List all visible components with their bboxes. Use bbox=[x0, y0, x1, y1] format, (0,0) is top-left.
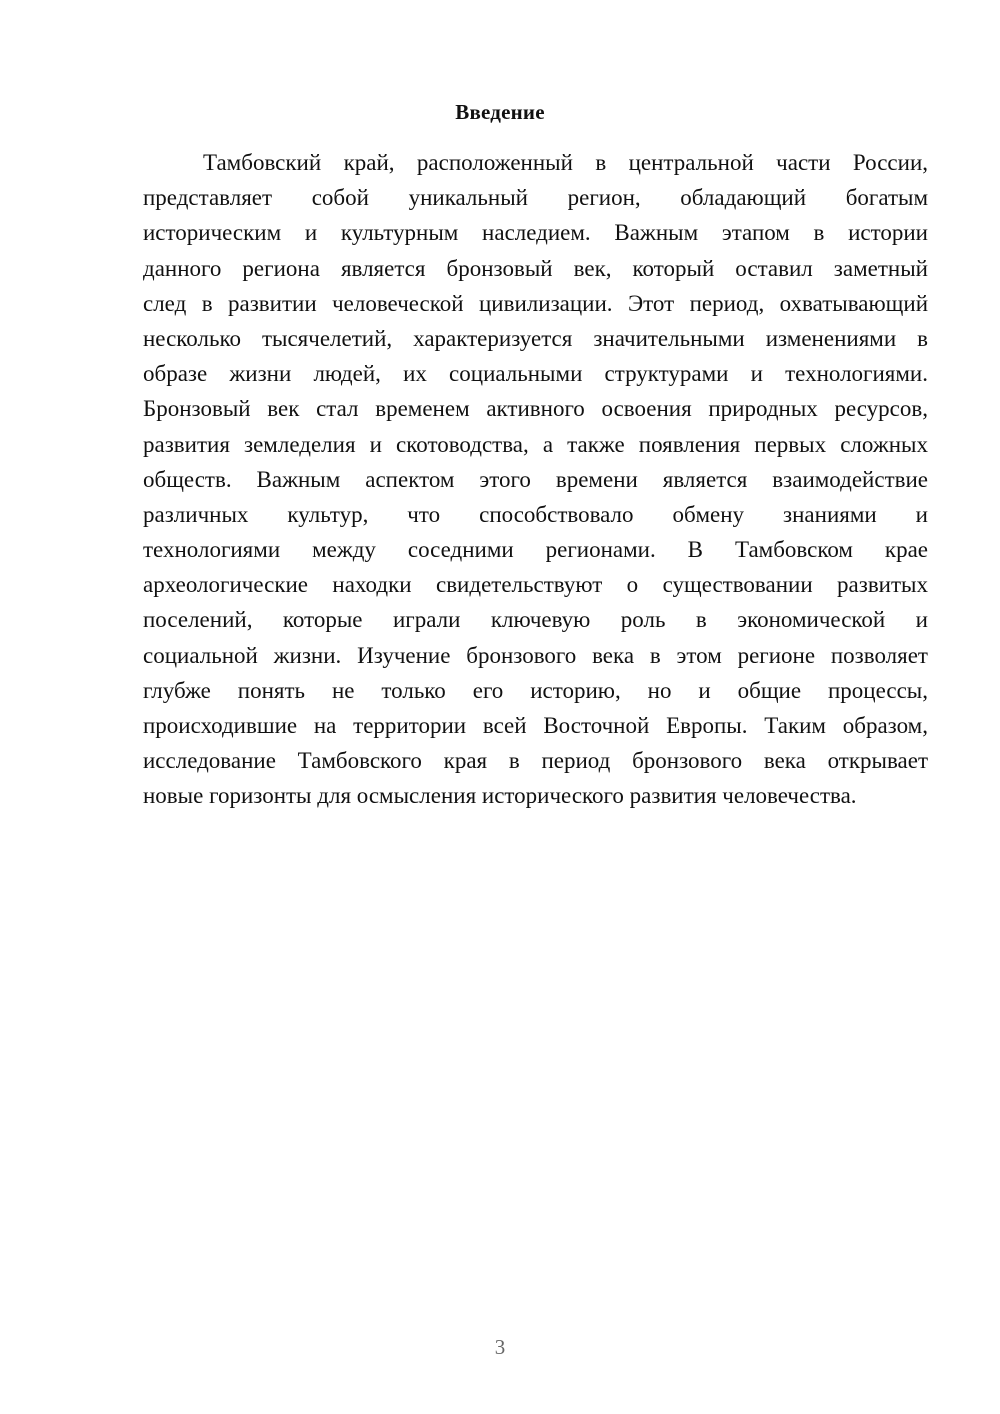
paragraph-line: технологиями между соседними регионами. В Тамбовском крае bbox=[143, 537, 928, 563]
paragraph-line: Бронзовый век стал временем активного освоения природных ресурсов, bbox=[143, 396, 928, 422]
paragraph-line: исследование Тамбовского края в период бронзового века открывает bbox=[143, 748, 928, 774]
paragraph-line: различных культур, что способствовало обмену знаниями и bbox=[143, 501, 928, 527]
paragraph-line: социальной жизни. Изучение бронзового века в этом регионе позволяет bbox=[143, 642, 928, 668]
paragraph-line: поселений, которые играли ключевую роль в экономической и bbox=[143, 607, 928, 633]
paragraph-line: Тамбовский край, расположенный в центральной части России, bbox=[203, 150, 928, 175]
section-title: Введение bbox=[455, 100, 545, 124]
paragraph-line: след в развитии человеческой цивилизации. Этот период, охватывающий bbox=[143, 290, 928, 316]
paragraph-line: происходившие на территории всей Восточной Европы. Таким образом, bbox=[143, 713, 928, 738]
paragraph-line: обществ. Важным аспектом этого времени является взаимодействие bbox=[143, 466, 928, 492]
paragraph-line: глубже понять не только его историю, но и общие процессы, bbox=[143, 677, 928, 703]
paragraph-line: данного региона является бронзовый век, который оставил заметный bbox=[143, 255, 928, 281]
paragraph-line: историческим и культурным наследием. Важным этапом в истории bbox=[143, 220, 928, 246]
paragraph-line: развития земледелия и скотоводства, а также появления первых сложных bbox=[143, 431, 928, 457]
paragraph-line: археологические находки свидетельствуют о существовании развитых bbox=[143, 572, 928, 598]
paragraph-line: новые горизонты для осмысления исторического развития человечества. bbox=[143, 783, 857, 809]
introduction-paragraph bbox=[143, 145, 928, 814]
paragraph-line: несколько тысячелетий, характеризуется значительными изменениями в bbox=[143, 325, 928, 351]
page-number: 3 bbox=[494, 1335, 506, 1359]
paragraph-line: образе жизни людей, их социальными структурами и технологиями. bbox=[143, 361, 928, 387]
paragraph-line: представляет собой уникальный регион, обладающий богатым bbox=[143, 185, 928, 211]
